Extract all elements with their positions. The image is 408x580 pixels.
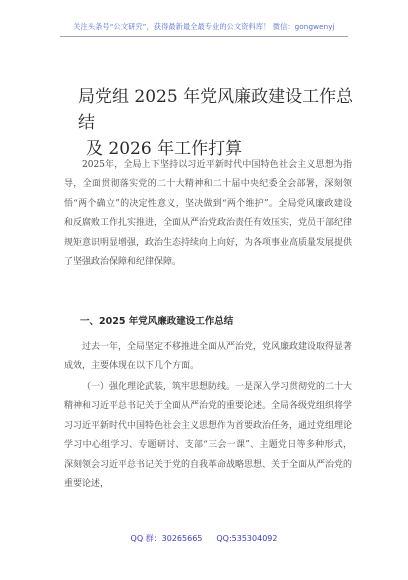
section-1-overview: 过去一年，全局坚定不移推进全面从严治党，党风廉政建设取得显著成效，主要体现在以下几个方面。: [64, 342, 353, 372]
section-1-heading: 一、2025 年党风廉政建设工作总结: [80, 316, 234, 327]
title-line-2: 及 2026 年工作打算: [86, 139, 243, 159]
document-title: [78, 84, 358, 162]
footer-qq-group: QQ 群：30265665: [130, 534, 203, 543]
header-divider: [60, 36, 348, 37]
header-note: 关注头条号“公文研究”，获得最新最全最专业的公文资料库！ 微信：gongwenyj: [73, 22, 335, 31]
footer-contact: [0, 533, 408, 544]
intro-paragraph: 2025年，全局上下坚持以习近平新时代中国特色社会主义思想为指导，全面贯彻落实党的二十大精神和二十届中央纪委全会部署，深刻领悟“两个确立”的决定性意义，坚决做到“两个维护”。全局党风廉政建设和反腐败工作扎实推进，全面从严治党政治责任有效压实，党员干部纪律规矩意识明显增强，政治生态持续向上向好，为各项事业高质量发展提供了坚强政治保障和纪律保障。: [64, 160, 353, 268]
title-line-1: 局党组 2025 年党风廉政建设工作总结: [78, 87, 354, 133]
footer-qq-number: QQ:535304092: [216, 534, 278, 543]
subsection-1-paragraph: （一）强化理论武装，筑牢思想防线。一是深入学习贯彻党的二十大精神和习近平总书记关于全面从严治党的重要论述。全局各级党组织将学习习近平新时代中国特色社会主义思想作为首要政治任务，通过党组理论学习中心组学习、专题研讨、支部“三会一课”、主题党日等多种形式，深刻领会习近平总书记关于党的自我革命战略思想、关于全面从严治党的重要论述，: [64, 382, 353, 490]
